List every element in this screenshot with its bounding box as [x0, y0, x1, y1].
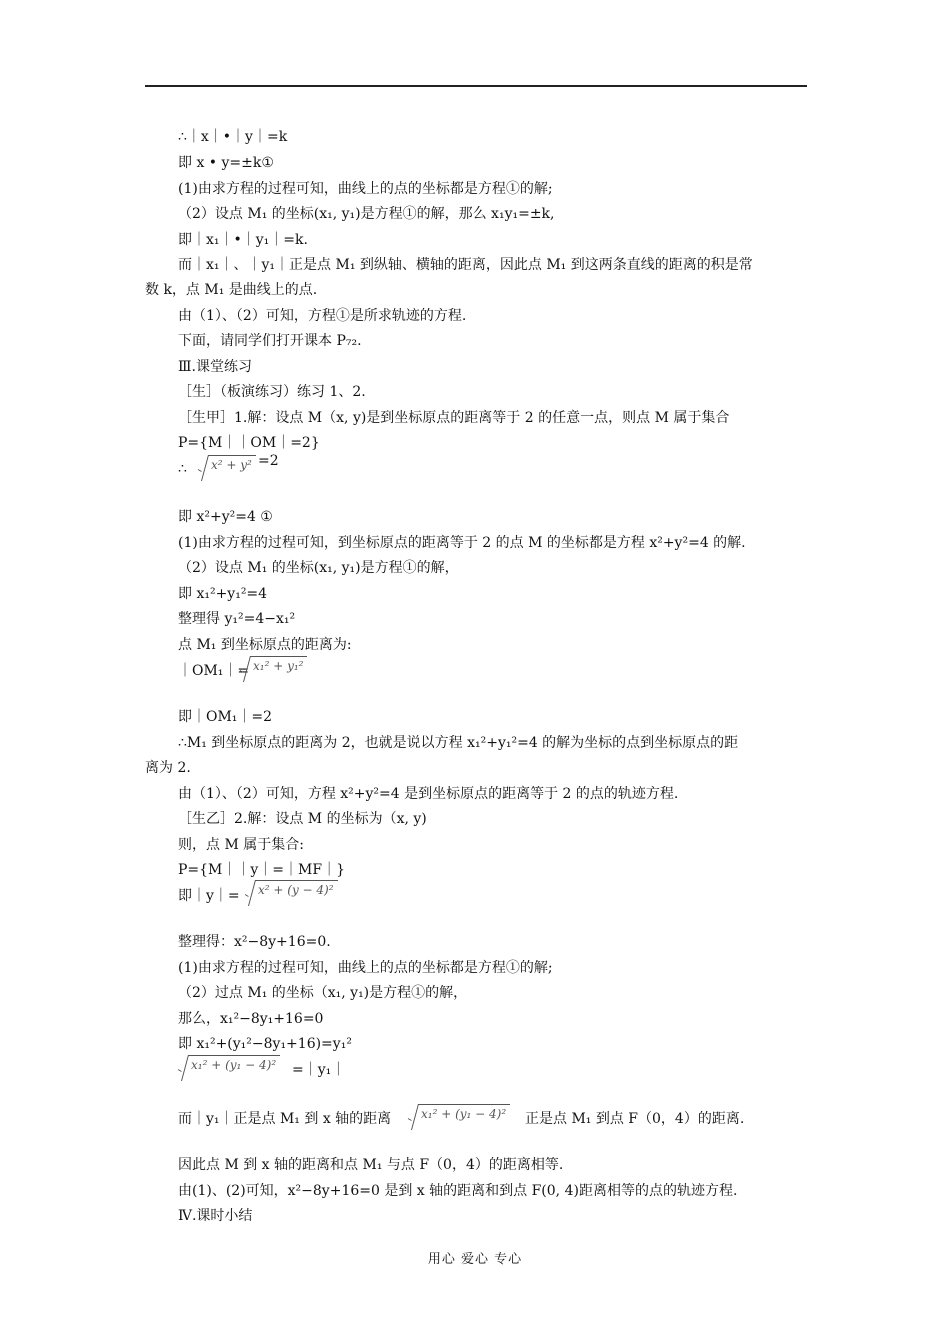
radical-expression — [198, 455, 256, 481]
text-line: (1)由求方程的过程可知，到坐标原点的距离等于 2 的点 M 的坐标都是方程 x²+y²=4 的解. — [178, 535, 746, 551]
text-line: P={M｜｜y｜=｜MF｜} — [178, 862, 345, 878]
text-line: （2）过点 M₁ 的坐标（x₁, y₁)是方程①的解， — [178, 985, 468, 1001]
text-line: 即｜x₁｜•｜y₁｜=k. — [178, 232, 308, 248]
radical-expression — [240, 656, 307, 682]
text-line: ∴｜x｜•｜y｜=k — [178, 129, 288, 145]
text-line: 即 x • y=±k① — [178, 155, 274, 171]
text-line: 即 x₁²+(y₁²−8y₁+16)=y₁² — [178, 1036, 352, 1052]
radical-sign-icon — [245, 880, 255, 906]
radical-expression — [178, 1055, 280, 1081]
radicand: x₁² + (y₁ − 4)² — [188, 1055, 280, 1081]
text-line: 那么，x₁²−8y₁+16=0 — [178, 1011, 324, 1027]
text-line: 离为 2. — [145, 760, 191, 776]
header-rule — [145, 85, 807, 87]
text-line: 而｜x₁｜、｜y₁｜正是点 M₁ 到纵轴、横轴的距离，因此点 M₁ 到这两条直线的距离的积是常 — [178, 257, 753, 273]
radical-sign-icon — [408, 1104, 418, 1130]
radicand: x₁² + (y₁ − 4)² — [418, 1104, 510, 1130]
text-line: =｜y₁｜ — [292, 1062, 346, 1078]
text-line: 点 M₁ 到坐标原点的距离为: — [178, 637, 352, 653]
text-line: ［生乙］2.解：设点 M 的坐标为（x, y) — [178, 811, 427, 827]
radicand: x² + y² — [208, 455, 256, 481]
radical-expression — [408, 1104, 510, 1130]
text-line: 即 x²+y²=4 ① — [178, 509, 273, 525]
text-line: Ⅲ.课堂练习 — [178, 359, 252, 375]
text-line: (1)由求方程的过程可知，曲线上的点的坐标都是方程①的解; — [178, 181, 553, 197]
text-line: 而｜y₁｜正是点 M₁ 到 x 轴的距离 — [178, 1111, 392, 1127]
text-line: 整理得 y₁²=4−x₁² — [178, 611, 296, 627]
text-line: 因此点 M 到 x 轴的距离和点 M₁ 与点 F（0，4）的距离相等. — [178, 1157, 564, 1173]
text-line: 即 x₁²+y₁²=4 — [178, 586, 268, 602]
text-line: ｜OM₁｜= — [178, 663, 250, 679]
text-line: 由（1）、（2）可知，方程 x²+y²=4 是到坐标原点的距离等于 2 的点的轨迹方程. — [178, 786, 679, 802]
text-line: ∴ — [178, 461, 187, 477]
radical-sign-icon — [178, 1055, 188, 1081]
radical-sign-icon — [198, 455, 208, 481]
text-line: 由(1)、(2)可知，x²−8y+16=0 是到 x 轴的距离和到点 F(0, 4)距离相等的点的轨迹方程. — [178, 1183, 738, 1199]
text-line: P={M｜｜OM｜=2} — [178, 435, 320, 451]
radicand: x₁² + y₁² — [250, 656, 307, 682]
radical-expression — [245, 880, 338, 906]
text-line: 下面，请同学们打开课本 P₇₂. — [178, 333, 362, 349]
text-line: 正是点 M₁ 到点 F（0，4）的距离. — [525, 1111, 745, 1127]
text-line: 由（1）、（2）可知，方程①是所求轨迹的方程. — [178, 308, 467, 324]
sqrt-equals: =2 — [258, 453, 279, 469]
text-line: Ⅳ.课时小结 — [178, 1208, 253, 1224]
text-line: (1)由求方程的过程可知，曲线上的点的坐标都是方程①的解; — [178, 960, 553, 976]
text-line: ∴M₁ 到坐标原点的距离为 2，也就是说以方程 x₁²+y₁²=4 的解为坐标的点到坐标原点的距 — [178, 735, 739, 751]
text-line: ［生］（板演练习）练习 1、2. — [178, 384, 366, 400]
radicand: x² + (y − 4)² — [255, 880, 338, 906]
text-line: （2）设点 M₁ 的坐标(x₁, y₁)是方程①的解， — [178, 560, 459, 576]
text-line: （2）设点 M₁ 的坐标(x₁, y₁)是方程①的解，那么 x₁y₁=±k, — [178, 206, 555, 222]
text-line: 即｜y｜= — [178, 888, 240, 904]
text-line: ［生甲］1.解：设点 M（x, y)是到坐标原点的距离等于 2 的任意一点，则点 M 属于集合 — [178, 410, 730, 426]
text-line: 即｜OM₁｜=2 — [178, 709, 273, 725]
radical-sign-icon — [240, 656, 250, 682]
text-line: 则，点 M 属于集合: — [178, 837, 304, 853]
text-line: 数 k，点 M₁ 是曲线上的点. — [145, 282, 318, 298]
page-footer: 用心 爱心 专心 — [427, 1252, 523, 1267]
text-line: 整理得：x²−8y+16=0. — [178, 934, 331, 950]
